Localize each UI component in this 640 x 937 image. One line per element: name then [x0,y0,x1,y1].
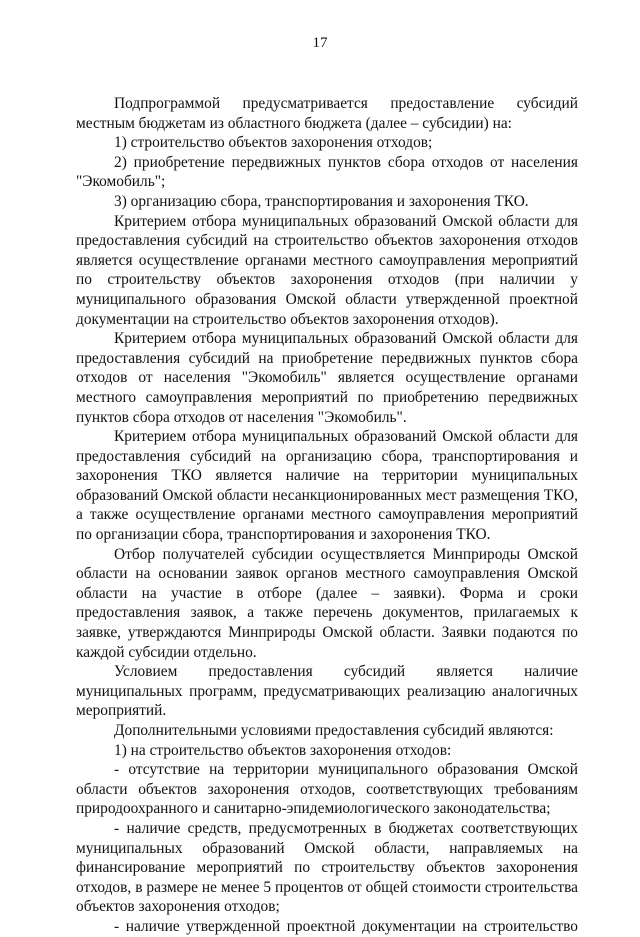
list-item-2: 2) приобретение передвижных пунктов сбора отходов от населения "Экомобиль"; [76,153,578,191]
intro-paragraph: Подпрограммой предусматривается предоставление субсидий местным бюджетам из областного бюджета (далее – субсидии) на: [76,95,578,132]
criterion-ecomobile-paragraph: Критерием отбора муниципальных образований Омской области для предоставления субсидий на приобретение передвижных пунктов сбора отходов от населения "Экомобиль" является осуществление органами местного самоуправления мероприятий по приобретению передвижных пунктов сбора отходов от населения "Экомобиль". [76,330,578,426]
list-item-3: 3) организацию сбора, транспортирования и захоронения ТКО. [114,192,529,210]
condition-bullet-3: - наличие утвержденной проектной документации на строительство [114,917,578,935]
selection-procedure-paragraph: Отбор получателей субсидии осуществляется Минприроды Омской области на основании заявок органов местного самоуправления Омской области на участие в отборе (далее – заявки). Форма и сроки предоставления заявок, а также перечень документов, прилагаемых к заявке, утверждаются Минприроды Омской области. Заявки подаются по каждой субсидии отдельно. [76,545,578,661]
list-item-1: 1) строительство объектов захоронения отходов; [114,134,433,152]
condition-paragraph: Условием предоставления субсидий является наличие муниципальных программ, предусматривающих реализацию аналогичных мероприятий. [76,663,578,720]
condition-bullet-1: - отсутствие на территории муниципального образования Омской области объектов захоронения отходов, соответствующих требованиям природоохранного и санитарно-эпидемиологического законодательства; [76,761,578,818]
condition-subheading-construction: 1) на строительство объектов захоронения отходов: [114,741,452,759]
page-number: 17 [312,35,328,51]
additional-conditions-heading: Дополнительными условиями предоставления субсидий являются: [114,722,554,739]
document-body [76,94,578,937]
condition-bullet-2: - наличие средств, предусмотренных в бюджетах соответствующих муниципальных образований Омской области, направляемых на финансирование мероприятий по строительству объектов захоронения отходов, в размере не менее 5 процентов от общей стоимости строительства объектов захоронения отходов; [76,819,578,916]
criterion-tko-paragraph: Критерием отбора муниципальных образований Омской области для предоставления субсидий на организацию сбора, транспортирования и захоронения ТКО является наличие на территории муниципальных образований Омской области несанкционированных мест размещения ТКО, а также осуществление органами местного самоуправления мероприятий по организации сбора, транспортирования и захоронения ТКО. [76,428,578,544]
criterion-construction-paragraph: Критерием отбора муниципальных образований Омской области для предоставления субсидий на строительство объектов захоронения отходов является осуществление органами местного самоуправления мероприятий по строительству объектов захоронения отходов (при наличии у муниципального образования Омской области утвержденной проектной документации на строительство объектов захоронения отходов). [76,212,578,328]
